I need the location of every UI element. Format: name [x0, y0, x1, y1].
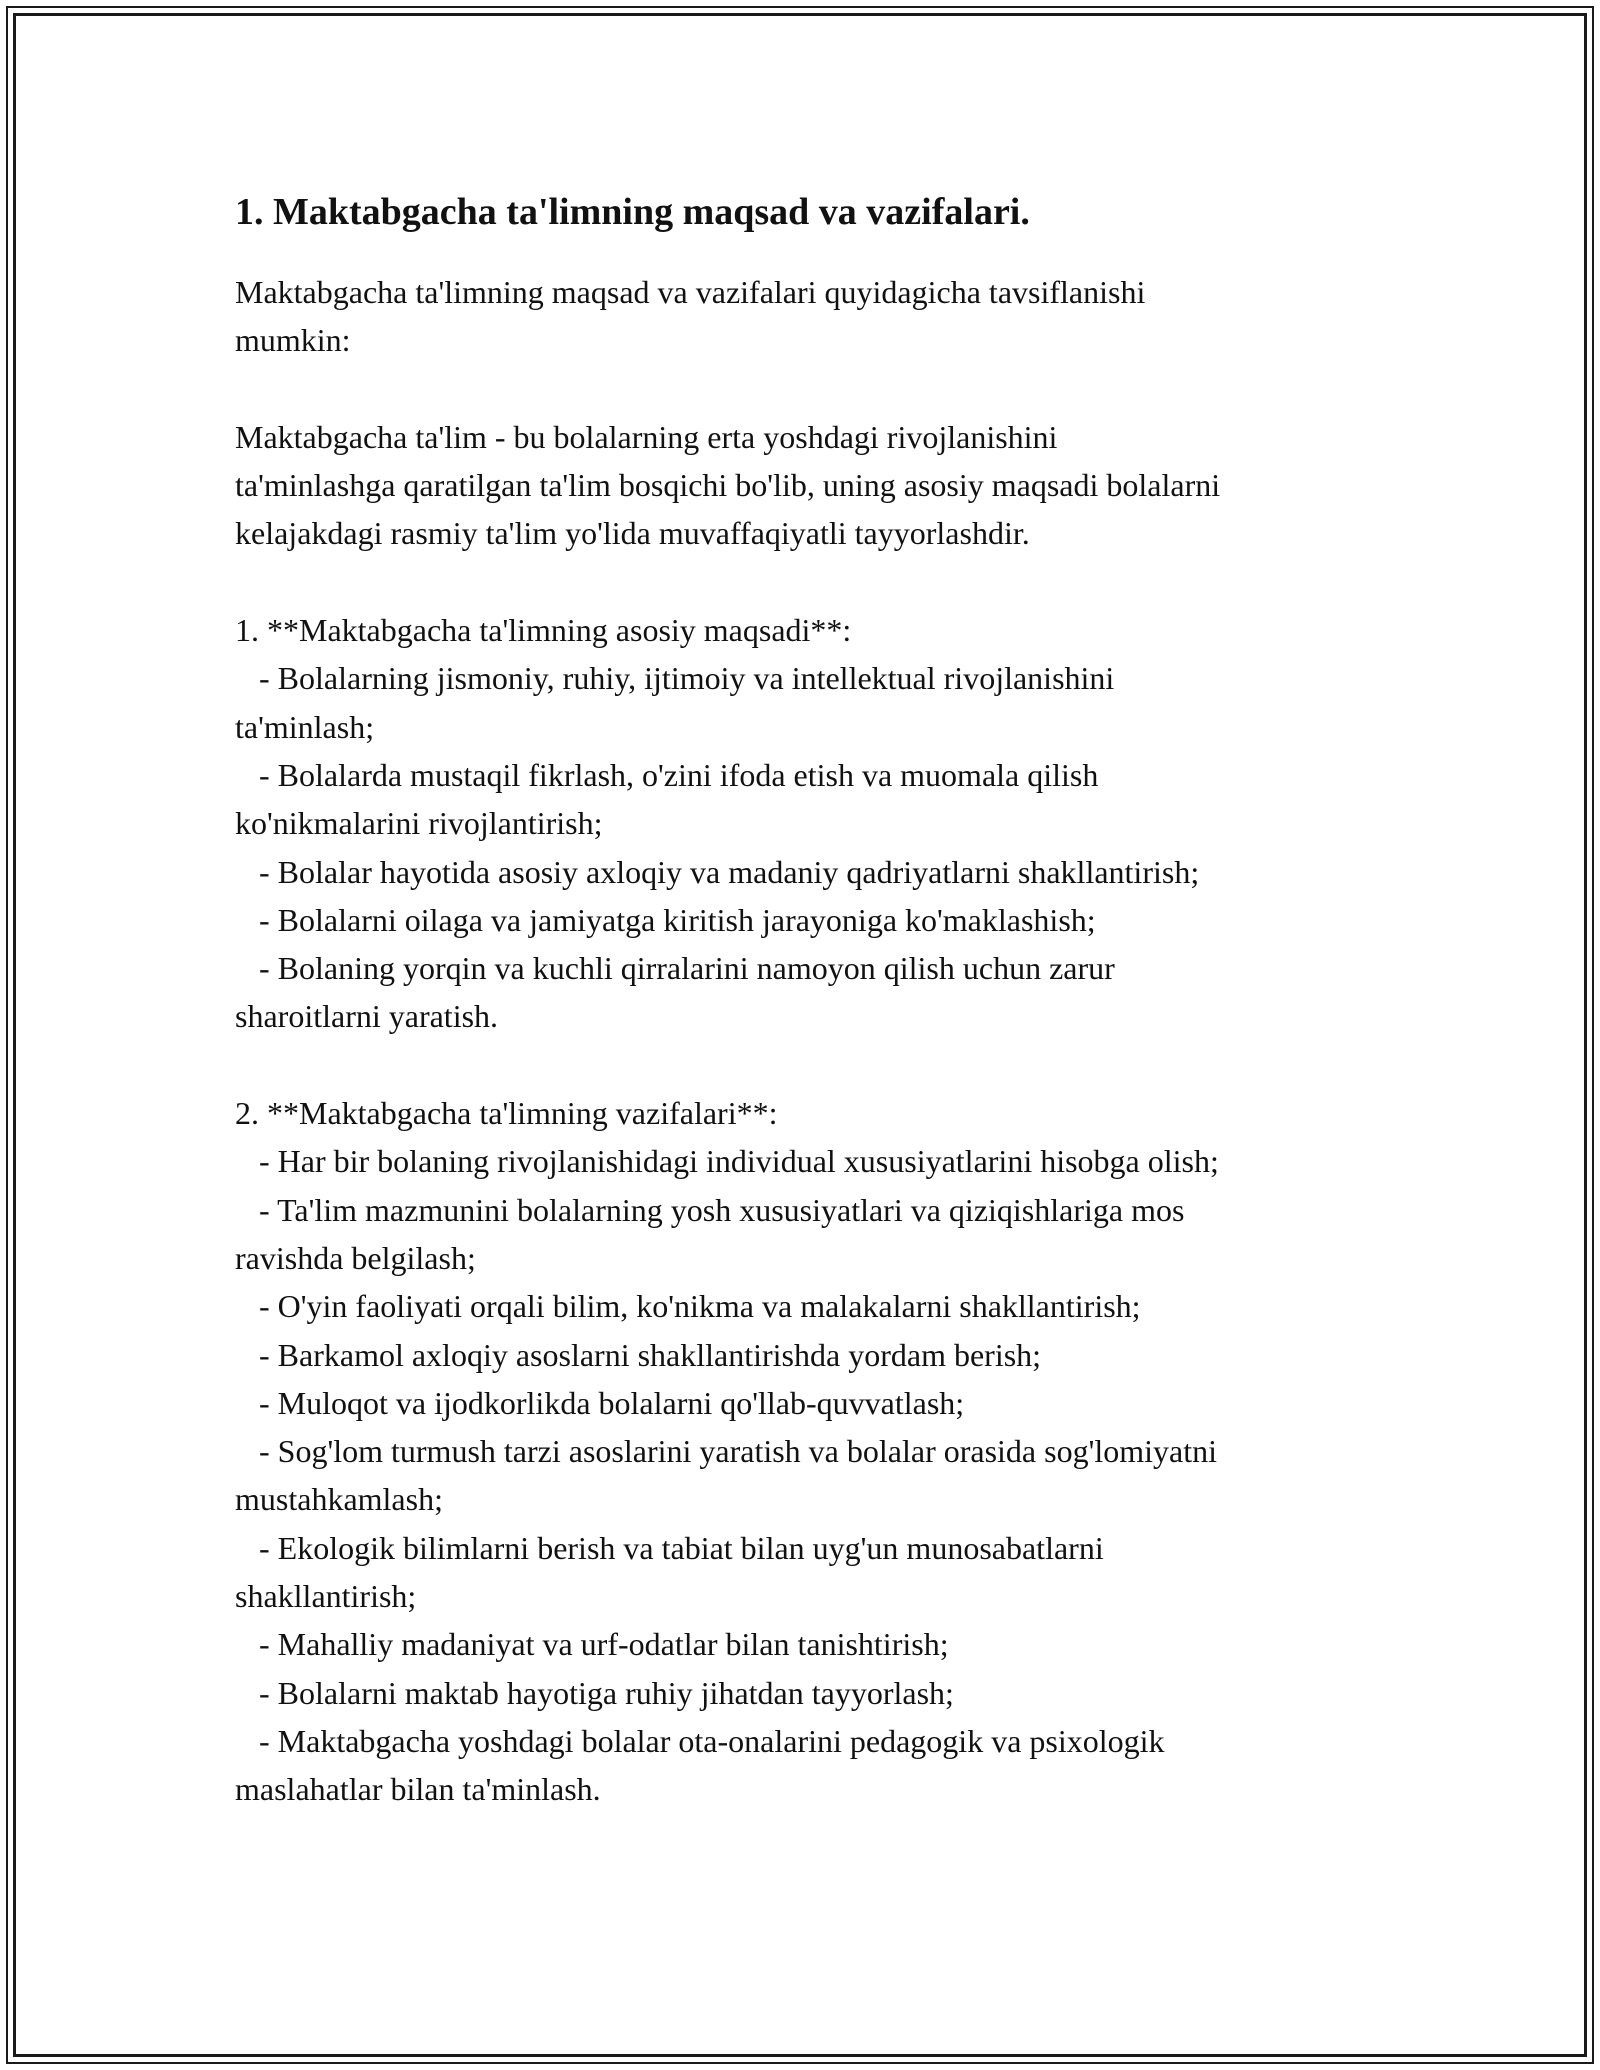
text-line: - Muloqot va ijodkorlikda bolalarni qo'llab-quvvatlash; [235, 1384, 965, 1421]
text-line [235, 365, 1375, 413]
text-line: Maktabgacha ta'lim - bu bolalarning erta yoshdagi rivojlanishini [235, 418, 1058, 455]
text-line: - Bolalarda mustaqil fikrlash, o'zini ifoda etish va muomala qilish [235, 756, 1099, 793]
text-line: - Bolaning yorqin va kuchli qirralarini namoyon qilish uchun zarur [235, 950, 1115, 987]
text-line: 1. **Maktabgacha ta'limning asosiy maqsadi**: [235, 612, 852, 649]
text-line: - Sog'lom turmush tarzi asoslarini yaratish va bolalar orasida sog'lomiyatni [235, 1433, 1217, 1470]
text-line: - Mahalliy madaniyat va urf-odatlar bilan tanishtirish; [235, 1626, 949, 1663]
text-line: - Ekologik bilimlarni berish va tabiat bilan uyg'un munosabatlarni [235, 1529, 1104, 1566]
document-content [235, 186, 1375, 1814]
text-line: - Har bir bolaning rivojlanishidagi individual xususiyatlarini hisobga olish; [235, 1143, 1219, 1180]
text-line: maslahatlar bilan ta'minlash. [235, 1771, 601, 1808]
text-line [235, 558, 1375, 606]
text-line: - Barkamol axloqiy asoslarni shakllantirishda yordam berish; [235, 1336, 1042, 1373]
text-line: - Ta'lim mazmunini bolalarning yosh xususiyatlari va qiziqishlariga mos [235, 1191, 1185, 1228]
text-line: sharoitlarni yaratish. [235, 998, 499, 1035]
text-line: - Bolalar hayotida asosiy axloqiy va madaniy qadriyatlarni shakllantirish; [235, 853, 1200, 890]
text-line: ta'minlashga qaratilgan ta'lim bosqichi bo'lib, uning asosiy maqsadi bolalarni [235, 467, 1221, 504]
text-line: kelajakdagi rasmiy ta'lim yo'lida muvaffaqiyatli tayyorlashdir. [235, 515, 1030, 552]
text-line: - Bolalarni maktab hayotiga ruhiy jihatdan tayyorlash; [235, 1674, 954, 1711]
text-line: ravishda belgilash; [235, 1239, 476, 1276]
text-line: - Bolalarni oilaga va jamiyatga kiritish jarayoniga ko'maklashish; [235, 901, 1096, 938]
text-line: 2. **Maktabgacha ta'limning vazifalari**: [235, 1095, 778, 1132]
text-line: Maktabgacha ta'limning maqsad va vazifalari quyidagicha tavsiflanishi [235, 274, 1146, 310]
document-body [235, 268, 1375, 1814]
text-line: mumkin: [235, 322, 351, 359]
text-line: ko'nikmalarini rivojlantirish; [235, 805, 603, 842]
text-line: mustahkamlash; [235, 1481, 443, 1518]
text-line: - Bolalarning jismoniy, ruhiy, ijtimoiy va intellektual rivojlanishini [235, 660, 1115, 697]
document-title: 1. Maktabgacha ta'limning maqsad va vazifalari. [235, 191, 1030, 233]
text-line: shakllantirish; [235, 1578, 417, 1615]
text-line [235, 1041, 1375, 1089]
text-line: - Maktabgacha yoshdagi bolalar ota-onalarini pedagogik va psixologik [235, 1722, 1165, 1759]
text-line: ta'minlash; [235, 708, 375, 745]
text-line: - O'yin faoliyati orqali bilim, ko'nikma va malakalarni shakllantirish; [235, 1288, 1141, 1325]
